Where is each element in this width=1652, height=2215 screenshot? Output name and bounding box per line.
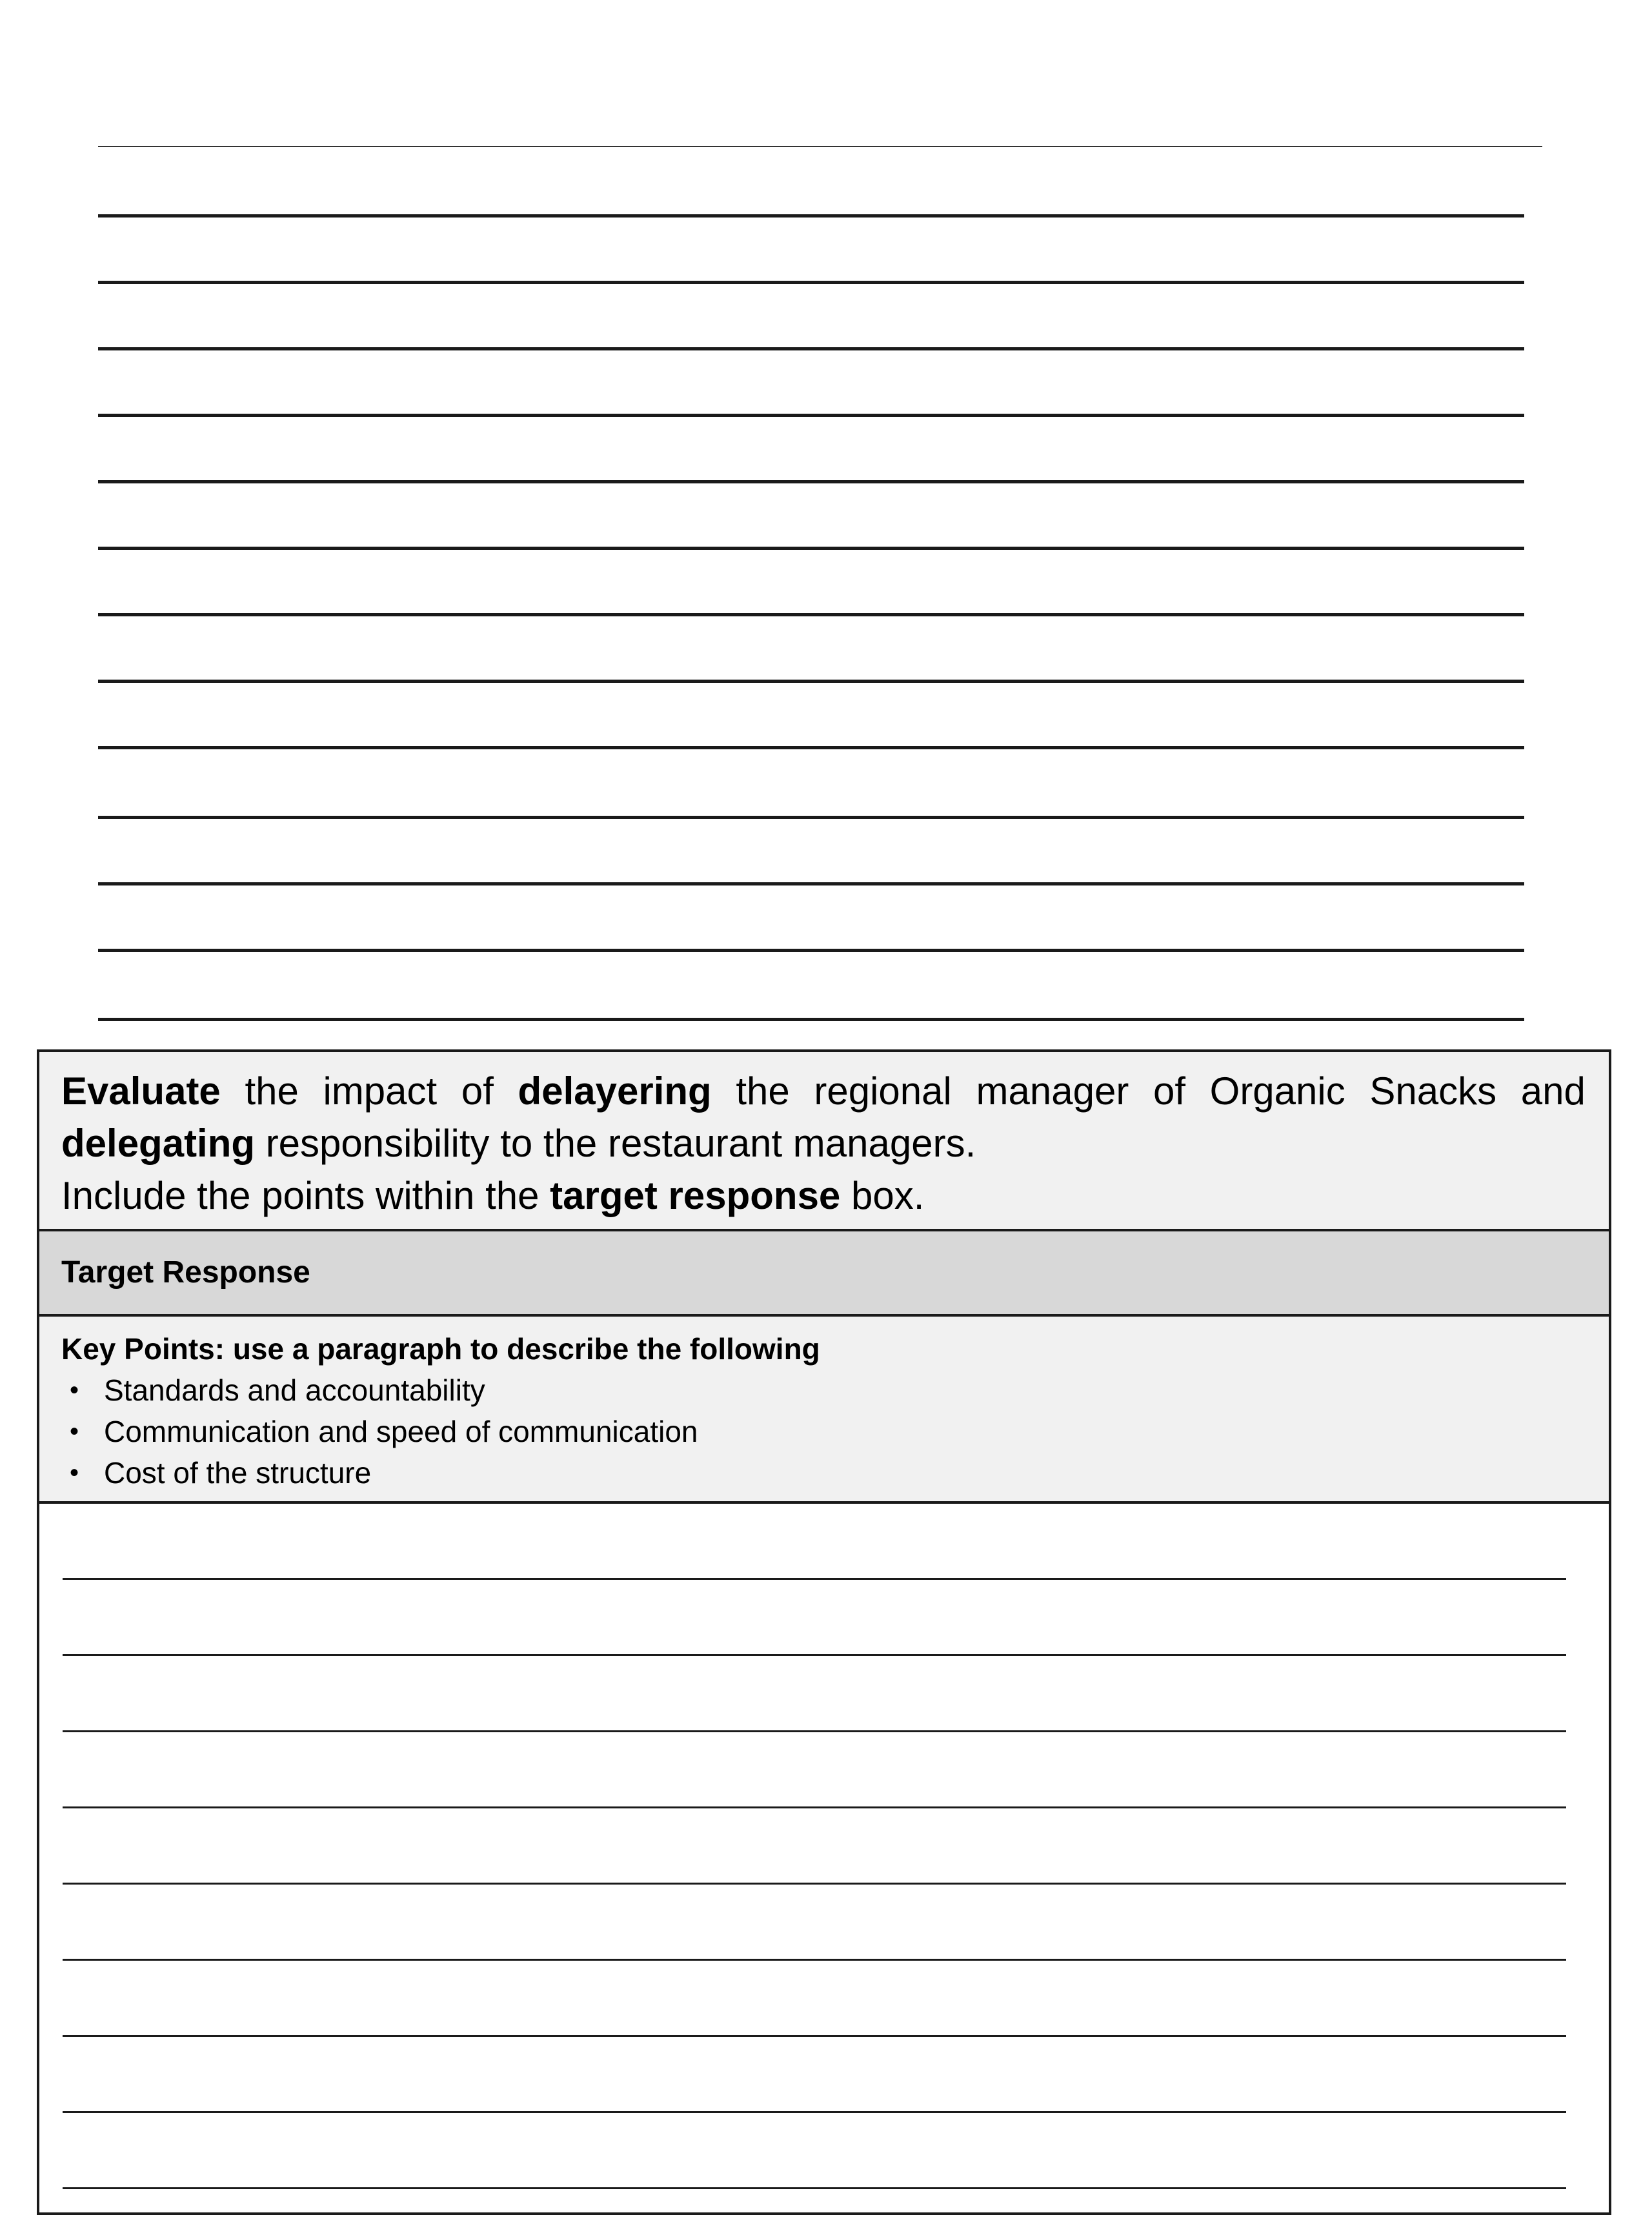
prompt-keyword: Evaluate xyxy=(61,1069,221,1113)
answer-line[interactable] xyxy=(63,2187,1566,2189)
answer-line[interactable] xyxy=(98,1018,1524,1021)
answer-line[interactable] xyxy=(98,949,1524,952)
target-response-header: Target Response xyxy=(39,1231,1609,1317)
prompt-keyword-delegating: delegating xyxy=(61,1122,256,1165)
prompt-line-3 xyxy=(61,1169,1586,1222)
answer-line[interactable] xyxy=(98,547,1524,550)
answer-line[interactable] xyxy=(98,347,1524,350)
key-points-list xyxy=(61,1370,1609,1493)
answer-line[interactable] xyxy=(98,281,1524,284)
bullet-icon: • xyxy=(69,1376,79,1404)
answer-line[interactable] xyxy=(98,414,1524,417)
prompt-keyword-target-response: target response xyxy=(550,1174,841,1217)
prompt-word: Organic xyxy=(1209,1069,1345,1113)
answer-line[interactable] xyxy=(63,1883,1566,1885)
key-points-section xyxy=(39,1317,1609,1504)
answer-line[interactable] xyxy=(63,1959,1566,1961)
answer-line[interactable] xyxy=(98,613,1524,616)
key-point-text: Communication and speed of communication xyxy=(104,1415,698,1448)
answer-line[interactable] xyxy=(98,680,1524,683)
prompt-keyword: delayering xyxy=(518,1069,712,1113)
prompt-text: box. xyxy=(840,1174,925,1217)
prompt-word: and xyxy=(1520,1069,1586,1113)
list-item xyxy=(61,1411,1609,1452)
bullet-icon: • xyxy=(69,1417,79,1446)
answer-line[interactable] xyxy=(98,214,1524,217)
key-point-text: Standards and accountability xyxy=(104,1373,485,1407)
prompt-word: Snacks xyxy=(1369,1069,1497,1113)
answer-line[interactable] xyxy=(63,1730,1566,1732)
answer-line[interactable] xyxy=(63,2035,1566,2037)
prompt-word: of xyxy=(1153,1069,1186,1113)
prompt-line-1 xyxy=(61,1065,1586,1117)
answer-line[interactable] xyxy=(98,746,1524,749)
answer-line[interactable] xyxy=(98,146,1542,147)
answer-line[interactable] xyxy=(63,1654,1566,1656)
question-prompt xyxy=(39,1052,1609,1231)
prompt-word: the xyxy=(736,1069,790,1113)
answer-line[interactable] xyxy=(98,882,1524,885)
list-item xyxy=(61,1370,1609,1411)
prompt-word: impact xyxy=(323,1069,438,1113)
prompt-word: manager xyxy=(976,1069,1129,1113)
answer-line[interactable] xyxy=(63,1806,1566,1808)
answer-line[interactable] xyxy=(98,816,1524,819)
question-box xyxy=(37,1049,1611,2215)
prompt-word: the xyxy=(245,1069,299,1113)
prompt-text: responsibility to the restaurant managers. xyxy=(255,1122,976,1165)
answer-line[interactable] xyxy=(98,480,1524,483)
key-point-text: Cost of the structure xyxy=(104,1456,372,1490)
prompt-text: Include the points within the xyxy=(61,1174,550,1217)
answer-line[interactable] xyxy=(63,2111,1566,2113)
prompt-word: of xyxy=(461,1069,494,1113)
answer-line[interactable] xyxy=(63,1578,1566,1580)
prompt-word: regional xyxy=(814,1069,952,1113)
bullet-icon: • xyxy=(69,1459,79,1487)
list-item xyxy=(61,1452,1609,1493)
key-points-title: Key Points: use a paragraph to describe the following xyxy=(61,1332,820,1366)
prompt-line-2 xyxy=(61,1117,1586,1169)
